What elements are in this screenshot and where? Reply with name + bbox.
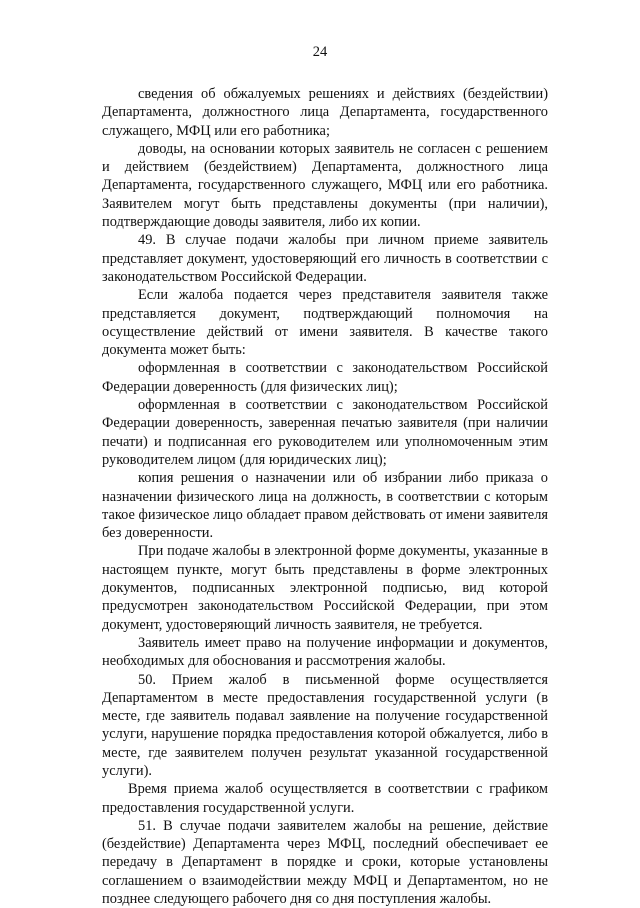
paragraph-power-of-attorney-individuals: оформленная в соответствии с законодательством Российской Федерации доверенность (для физических лиц);	[102, 360, 548, 395]
document-body	[102, 85, 548, 908]
paragraph-arguments: доводы, на основании которых заявитель не согласен с решением и действием (бездействием) Департамента, должностного лица Департамента, государственного служащего, МФЦ или его работника. Заявителем могут быть представлены документы (при наличии), подтверждающие доводы заявителя, либо их копии.	[102, 140, 548, 231]
paragraph-item-51: 51. В случае подачи заявителем жалобы на решение, действие (бездействие) Департамента через МФЦ, последний обеспечивает ее передачу в Департамент в порядке и сроки, которые установлены соглашением о взаимодействии между МФЦ и Департаментом, но не позднее следующего рабочего дня со дня поступления жалобы.	[102, 817, 548, 908]
paragraph-reception-time: Время приема жалоб осуществляется в соответствии с графиком предоставления государственной услуги.	[102, 781, 548, 816]
paragraph-appointment-order: копия решения о назначении или об избрании либо приказа о назначении физического лица на должность, в соответствии с которым такое физическое лицо обладает правом действовать от имени заявителя без доверенности.	[102, 470, 548, 542]
paragraph-electronic-submission: При подаче жалобы в электронной форме документы, указанные в настоящем пункте, могут быть представлены в форме электронных документов, подписанных электронной подписью, вид которой предусмотрен законодательством Российской Федерации, при этом документ, удостоверяющий личность заявителя, не требуется.	[102, 543, 548, 633]
page-number: 24	[312, 44, 328, 60]
paragraph-representative: Если жалоба подается через представителя заявителя также представляется документ, подтверждающий полномочия на осуществление действий от имени заявителя. В качестве такого документа может быть:	[102, 287, 548, 359]
paragraph-power-of-attorney-legal-entities: оформленная в соответствии с законодательством Российской Федерации доверенность, заверенная печатью заявителя (при наличии печати) и подписанная его руководителем или уполномоченным этим руководителем лицом (для юридических лиц);	[102, 397, 548, 468]
paragraph-item-49: 49. В случае подачи жалобы при личном приеме заявитель представляет документ, удостоверяющий его личность в соответствии с законодательством Российской Федерации.	[102, 232, 548, 285]
paragraph-right-to-information: Заявитель имеет право на получение информации и документов, необходимых для обоснования и рассмотрения жалобы.	[102, 634, 548, 670]
paragraph-item-50: 50. Прием жалоб в письменной форме осуществляется Департаментом в месте предоставления государственной услуги (в месте, где заявитель подавал заявление на получение государственной услуги, нарушение порядка предоставления которой обжалуется, либо в месте, где заявителем получен результат указанной государственной услуги).	[102, 671, 548, 779]
paragraph-appeal-subject: сведения об обжалуемых решениях и действиях (бездействии) Департамента, должностного лица Департамента, государственного служащего, МФЦ или его работника;	[102, 86, 548, 139]
